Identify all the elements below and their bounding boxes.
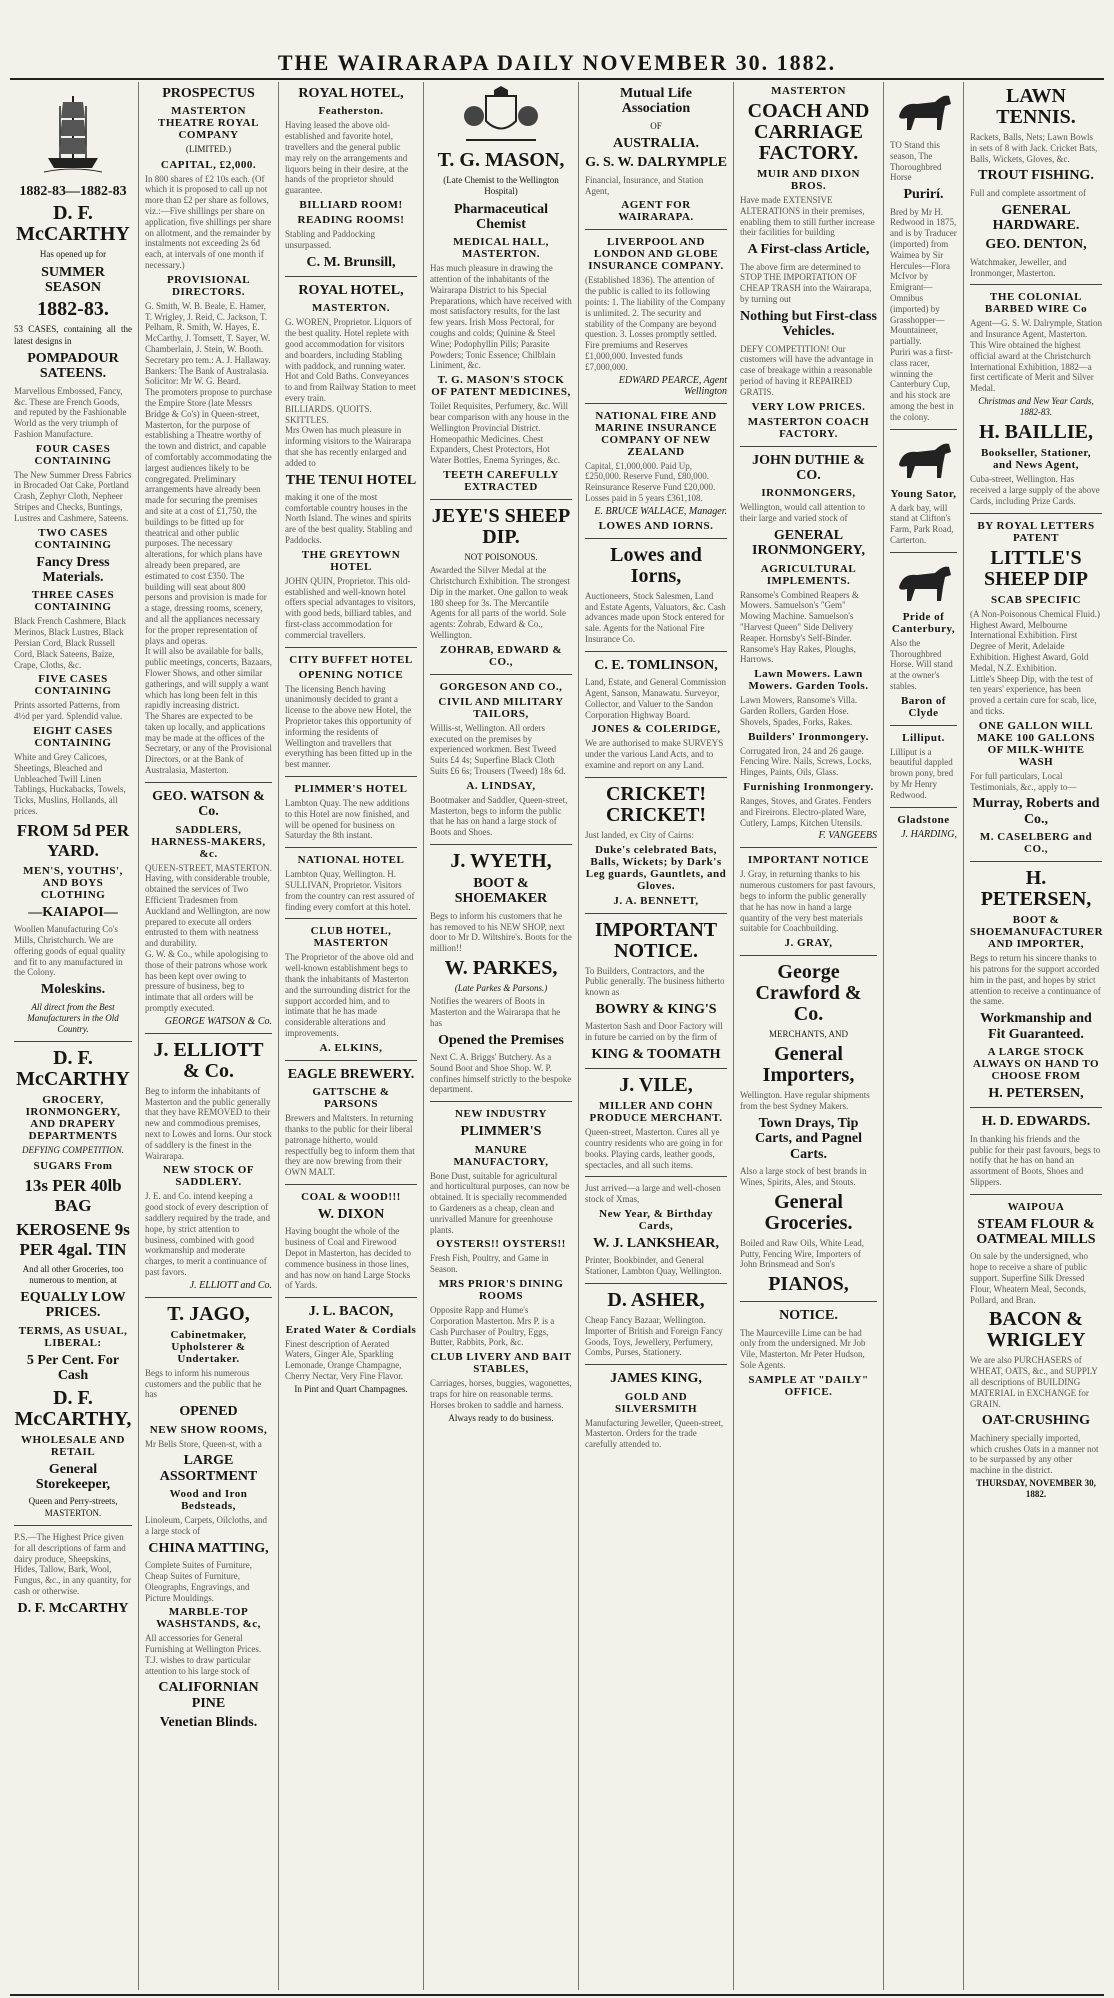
large-stock: A LARGE STOCK ALWAYS ON HAND TO CHOOSE FROM [972,1045,1100,1082]
filler-text: The Proprietor of the above old and well-known establishment begs to thank the inhabitants of Masterton and the surrounding district for the support accorded him, and to intimate that he has made considerable alterations and improvements. [285,952,414,1038]
baron: Baron of Clyde [900,694,947,719]
billiard-room: BILLIARD ROOM! [299,198,403,211]
filler-text: Queen-street, Masterton. Cures all ye country residents who are going in for books. Playing cards, leather goods, spectacles, and all such items. [585,1127,723,1170]
filler-text: We are authorised to make SURVEYS under the various Land Acts, and to examine and report on any Land. [585,738,724,770]
filler-text: Linoleum, Carpets, Oilcloths, and a large stock of [145,1515,267,1536]
james-king: JAMES KING, [610,1371,702,1387]
tomlinson: C. E. TOMLINSON, [594,657,718,673]
ironmongers: IRONMONGERS, [761,487,856,500]
bedsteads-heading: Wood and Iron Bedsteads, [169,1488,248,1513]
bowry-king: BOWRY & KING'S [595,1001,717,1017]
tailors: CIVIL AND MILITARY TAILORS, [438,695,564,720]
factory-name: MASTERTON COACH FACTORY. [747,415,870,440]
lindsay: A. LINDSAY, [466,779,536,792]
gray: J. GRAY, [784,937,833,950]
filler-text: Carriages, horses, buggies, wagonettes, traps for hire on reasonable terms. Horses broken to saddle and harness. [430,1378,572,1410]
gattsche: GATTSCHE & PARSONS [312,1086,390,1111]
town-drays: Town Drays, Tip Carts, and Pagnel Carts. [755,1116,862,1162]
filler-text: Begs to return his sincere thanks to his patrons for the support accorded him in the past, and hopes by strict attention to receive a continuance of the same. [970,953,1101,1007]
filler-text: G. Smith, W. B. Beale, E. Hamer, T. Wrigley, J. Reid, C. Jackson, T. Pelham, R. Smith, W. Hayes, E. McCarthy, J. Tomsett, T. Sayer, W. Chamberlain, J. Stein, W. Booth. [145,300,271,354]
reading-rooms: READING ROOMS! [297,213,405,226]
sateens-heading: POMPADOUR SATEENS. [27,350,119,382]
greytown-hotel: THE GREYTOWN HOTEL [301,548,401,573]
puriri: Purirí. [903,187,944,203]
terms-heading: TERMS, AS USUAL, LIBERAL: [18,1324,128,1349]
cases-text: 53 CASES, containing all the latest designs in [14,324,132,346]
filler-text: Land, Estate, and General Commission Agent, Sanson, Manawatu. Surveyor, Collector, and Valuer to the Sandon Corporation Highway Board. [585,677,726,720]
bookseller: Bookseller, Stationer, and News Agent, [980,447,1092,472]
filler-text: It will also be available for balls, public meetings, concerts, Bazaars, Flower Shows, and other similar gatherings, and will supply a want which has long been felt in this rapidly increasing district. [145,646,272,711]
column-8 [963,82,1108,1990]
opened-text: Has opened up for [39,249,107,260]
filler-text: Have made EXTENSIVE ALTERATIONS in their premises, enabling them to still further increase their facilities for building [740,195,875,238]
lowes-iorns: LOWES AND IORNS. [598,519,714,532]
elliott-heading: J. ELLIOTT & Co. [153,1038,264,1082]
opened-premises: Opened the Premises [438,1032,564,1048]
kerosene-price: KEROSENE 9s PER 4gal. TIN [16,1219,130,1259]
bennett: J. A. BENNETT, [613,894,699,907]
king-toomath: KING & TOOMATH [591,1046,721,1062]
column-3 [278,82,423,1990]
erated-water: Erated Water & Cordials [285,1323,417,1336]
filler-text: Opposite Rapp and Hume's Corporation Masterton. Mrs P. is a Cash Purchaser of Poultry, Eggs, Butter, Rabbits, Pork, &c. [430,1304,555,1348]
low-prices: VERY LOW PRICES. [751,400,866,413]
filler-text: Capital, £1,000,000. Paid Up, £250,000. Reserve Fund, £80,000. Reinsurance Reserve Fund £20,000. Losses paid in 5 years £361,108. [585,460,716,503]
mccarthy-name-2: D. F. McCARTHY [16,1047,130,1091]
jago-heading: T. JAGO, [167,1302,250,1325]
dining-rooms: MRS PRIOR'S DINING ROOMS [438,1277,564,1302]
filler-text: DEFY COMPETITION! Our customers will have the advantage in case of breakage within a reasonable period of having it REPAIRED GRATIS. [740,343,874,397]
filler-text: The New Summer Dress Fabrics in Brocaded Oat Cake, Portland Crash, Zephyr Cloth, Nepheer Stripes and Checks, Buntings, Lustres and Cashmere, Sateens. [14,469,132,523]
oysters: OYSTERS!! OYSTERS!! [436,1238,566,1251]
wyeth-name: J. WYETH, [450,850,552,873]
baillie: H. BAILLIE, [979,421,1093,444]
christmas: Christmas and New Year Cards, 1882-83. [978,395,1094,418]
plimmers: PLIMMER'S [460,1124,542,1140]
xmas-cards: New Year, & Birthday Cards, [599,1208,713,1233]
summer-season: SUMMER SEASON [41,264,105,296]
coach-factory: COACH AND CARRIAGE FACTORY. [747,100,870,164]
brunsill: C. M. Brunsill, [306,254,396,270]
filler-text: Notifies the wearers of Boots in Masterton and the Wairarapa that he has [430,996,561,1028]
filler-text: Ranges, Stoves, and Grates. Fenders and Fireirons. Electro-plated Ware, Cutlery, Lamps, Kitchen Utensils. [740,796,872,828]
new-industry: NEW INDUSTRY [455,1108,547,1121]
column-7 [883,82,963,1990]
filler-text: Awarded the Silver Medal at the Christchurch Exhibition. The strongest Dip in the market. One gallon to weak 180 sheep for 3s. The Mercantile Agents for all parts of the world. Sole agents: Zohrab, Edward & Co., Wellington. [430,565,570,641]
prospectus-heading: PROSPECTUS [162,86,255,101]
clothing-heading: MEN'S, YOUTHS', AND BOYS CLOTHING [23,864,123,901]
nothing-but: Nothing but First-class Vehicles. [740,308,877,340]
pharma-heading: Pharmaceutical Chemist [453,201,549,232]
filler-text: Bootmaker and Saddler, Queen-street, Masterton, begs to inform the public that he has on hand a large stock of Boots and Shoes. [430,794,568,838]
bacon-wrigley: BACON & WRIGLEY [986,1308,1086,1352]
lilliput: Lilliput. [902,731,945,744]
mutual-life: Mutual Life Association [620,86,692,117]
three-cases: THREE CASES CONTAINING [31,589,115,614]
groceries: General Groceries. [764,1190,853,1234]
petersen-2: H. PETERSEN, [988,1085,1084,1101]
mason-name: T. G. MASON, [437,149,565,171]
filler-text: Rackets, Balls, Nets; Lawn Bowls in sets of 8 with Jack. Cricket Bats, Balls, Wickets, Gloves, &c. [970,132,1098,164]
chemist-text: (Late Chemist to the Wellington Hospital) [443,175,559,197]
filler-text: Stabling and Paddocking unsurpassed. [285,228,375,250]
miller-cohn: MILLER AND COHN PRODUCE MERCHANT. [589,1100,723,1125]
column-5: Mutual Life Association OF AUSTRALIA. G. S. W. DALRYMPLE Financial, Insurance, and Station Agent, AGENT FOR WAIRARAPA. LIVERPOOL AND LONDON AND GLOBE INSURANCE COMPANY. (Established 1836). The attention of the public is called to its following points: 1. The liability of the Company is unlimited. 2. The security and stability of the Company are beyond question. 3. Losses promptly settled. Fire premiums and Reserves £1,000,000. Invested funds £7,000,000. EDWARD PEARCE, Agent Wellington NATIONAL FIRE AND MARINE INSURANCE COMPANY OF NEW ZEALAND Capital, £1,000,000. Paid Up, £250,000. Reserve Fund, £80,000. Reinsurance Reserve Fund £20,000. Losses paid in 5 years £361,108. E. BRUCE WALLACE, Manager. LOWES AND IORNS. Lowes and Iorns, Auctioneers, Stock Salesmen, Land and Estate Agents, Valuators, &c. Cash advances made upon Stock entered for sale. Agents for the National Fire Insurance Co. C. E. TOMLINSON, Land, Estate, and General Commission Agent, Sanson, Manawatu. Surveyor, Collector, and Valuer to the Sandon Corporation Highway Board. JONES & COLERIDGE, We are authorised to make SURVEYS under the various Land Acts, and to examine and report on any Land. CRICKET! CRICKET! Just landed, ex City of Cairns: Duke's celebrated Bats, Balls, Wickets; by Dark's Leg guards, Gauntlets, and Gloves. J. A. BENNETT, IMPORTANT NOTICE. To Builders, Contractors, and the Public generally. The business hitherto known as BOWRY & KING'S Masterton Sash and Door Factory will in future be carried on by the firm of KING & TOOMATH J. VILE, MILLER AND COHN PRODUCE MERCHANT. Queen-street, Masterton. Cures all ye country residents who are going in for books. Playing cards, leather goods, spectacles, and all such items. Just arrived—a large and well-chosen stock of Xmas, New Year, & Birthday Cards, W. J. LANKSHEAR, Printer, Bookbinder, and General Stationer, Lambton Quay, Wellington. D. ASHER, Cheap Fancy Bazaar, Wellington. Importer of British and Foreign Fancy Goods, Toys, Jewellery, Perfumery, Combs, Purses, Stationery. JAMES KING, GOLD AND SILVERSMITH Manufacturing Jeweller, Queen-street, Masterton. Orders for the trade carefully attended to. [578,82,733,1990]
filler-text: Secretary pro tem.: A. J. Hallaway. Bankers: The Bank of Australasia. Solicitor: Mr W. G. Beard. [145,354,271,387]
young-sator: Young Sator, [890,487,957,500]
filler-text: Also a large stock of best brands in Wines, Spirits, Ales, and Stouts. [740,1166,867,1188]
barbed-wire: THE COLONIAL BARBED WIRE Co [984,291,1088,316]
goldsmith: GOLD AND SILVERSMITH [614,1390,698,1415]
masthead: THE WAIRARAPA DAILY NOVEMBER 30. 1882. [277,50,837,75]
filler-text: On sale by the undersigned, who hope to receive a share of public support. Superfine Silk Dressed Flour, Wheatern Meal, Seconds, Pollard, and Bran. [970,1251,1088,1305]
filler-text: BILLIARDS. QUOITS. SKITTLES. [285,403,372,425]
crawford: George Crawford & Co. [755,961,862,1026]
assortment-heading: LARGE ASSORTMENT [159,1453,258,1484]
royal-hotel-2: ROYAL HOTEL, [298,282,404,298]
flour-mills: STEAM FLOUR & OATMEAL MILLS [976,1216,1096,1248]
geo-watson: GEO. WATSON & Co. [152,788,265,820]
sugar-price: 13s PER 40lb BAG [24,1175,122,1215]
plimmer-hotel: PLIMMER'S HOTEL [294,783,408,796]
moleskins-heading: Moleskins. [40,982,106,998]
blinds-heading: Venetian Blinds. [159,1715,258,1731]
filler-text: The Maurceville Lime can be had only from the undersigned. Mr Job Vile, Masterton. Mr Peter Hudson, Sole Agents. [740,1327,866,1370]
filler-text: Printer, Bookbinder, and General Stationer, Lambton Quay, Wellington. [585,1255,722,1277]
mccarthy-name: D. F. McCARTHY [16,202,130,246]
horse-icon [891,436,957,482]
filler-text: Machinery specially imported, which crushes Oats in a manner not to be surpassed by any other machine in the district. [970,1432,1099,1476]
grocery-heading: GROCERY, IRONMONGERY, AND DRAPERY DEPARTMENTS [25,1094,121,1143]
filler-text: Just arrived—a large and well-chosen stock of Xmas, [585,1183,721,1205]
eight-cases: EIGHT CASES CONTAINING [33,725,113,750]
duthie: JOHN DUTHIE & CO. [752,452,865,483]
filler-text: Having bought the whole of the business of Coal and Firewood Depot in Masterton, has decided to commence business in those lines, and has now on hand Large Stocks of Yards. [285,1226,411,1291]
muir-dixon: MUIR AND DIXON BROS. [757,168,860,192]
lowes-iorns-2: Lowes and Iorns, [610,543,702,587]
soap-specific: SCAB SPECIFIC [991,593,1081,606]
workmanship: Workmanship and Fit Guaranteed. [980,1011,1092,1042]
club-hotel: CLUB HOTEL, MASTERTON [310,925,392,950]
years-heading: 1882-83—1882-83 [19,184,127,199]
important-notice: IMPORTANT NOTICE. [594,918,718,962]
filler-text: G. WOREN, Proprietor. Liquors of the best quality. Hotel replete with good accommodation for visitors and boarders, including Stabling with paddock, and running water. Hot and Cold Baths. Conveyances to and from Railway Station to meet every train. [285,317,416,403]
column-2: PROSPECTUS MASTERTON THEATRE ROYAL COMPANY (LIMITED.) CAPITAL, £2,000. In 800 shares of £2 10s each. (Of which it is proposed to call up not more than £2 per share as follows, viz.:—Five shillings per share on application, five shillings per share on allotment, and the remainder by instalments not exceeding 2s 6d each, at intervals of one month if necessary.) PROVISIONAL DIRECTORS. G. Smith, W. B. Beale, E. Hamer, T. Wrigley, J. Reid, C. Jackson, T. Pelham, R. Smith, W. Hayes, E. McCarthy, J. Tomsett, T. Sayer, W. Chamberlain, J. Stein, W. Booth. Secretary pro tem.: A. J. Hallaway. Bankers: The Bank of Australasia. Solicitor: Mr W. G. Beard. The promoters propose to purchase the Empire Store (late Messrs Bridge & Co's) in Queen-street, Masterton, for the purpose of establishing a Theatre worthy of the town and district, and capable of comfortably accommodating the largest audiences likely to be congregated. Preliminary arrangements have already been made for securing the premises and site at a cost of £1,750, the buildings to be fitted up for theatrical and other public purposes. The necessary alterations, for which plans have already been prepared, are estimated to cost £350. The building will seat about 800 persons and provision is made for a stage, dressing rooms, scenery, and all the appliances necessary for the proper representation of plays and operas. It will also be available for balls, public meetings, concerts, Bazaars, Flower Shows, and other similar gatherings, and will supply a want which has long been felt in this rapidly increasing district. The Shares are expected to be taken up locally, and applications may be made at the offices of the Secretary, or any of the Provisional Directors, or at the Bank of Australasia, Masterton. GEO. WATSON & Co. SADDLERS, HARNESS-MAKERS, &c. QUEEN-STREET, MASTERTON. Having, with considerable trouble, obtained the services of Two Efficient Tradesmen from Auckland and Wellington, are now prepared to execute all orders entrusted to them with neatness and durability. G. W. & Co., while apologising to those of their patrons whose work has been kept over owing to pressure of business, beg to intimate that all orders will be promptly executed. GEORGE WATSON & Co. J. ELLIOTT & Co. Beg to inform the inhabitants of Masterton and the public generally that they have REMOVED to their new and commodious premises, next to Lowes and Iorns. Our stock of saddlery is the finest in the Wairarapa. NEW STOCK OF SADDLERY. J. E. and Co. intend keeping a good stock of every description of saddlery required by the trade, and hope, by strict attention to business, combined with good workmanship and moderate charges, to merit a continuance of past favors. J. ELLIOTT and Co. T. JAGO, Cabinetmaker, Upholsterer & Undertaker. Begs to inform his numerous customers and the public that he has OPENED NEW SHOW ROOMS, Mr Bells Store, Queen-st, with a LARGE ASSORTMENT Wood and Iron Bedsteads, Linoleum, Carpets, Oilcloths, and a large stock of CHINA MATTING, Complete Suites of Furniture, Cheap Suites of Furniture, Oleographs, Engravings, and Picture Mouldings. MARBLE-TOP WASHSTANDS, &c, All accessories for General Furnishing at Wellington Prices. T.J. wishes to draw particular attention to his large stock of CALIFORNIAN PINE Venetian Blinds. [138,82,278,1990]
filler-text: Having leased the above old-established and favorite hotel, travellers and the general public may rely on the arrangements and liquors being in their desire, at the hands of the proprietor should guarantee. [285,120,409,196]
furnishing: Furnishing Ironmongery. [743,781,874,794]
filler-text: Financial, Insurance, and Station Agent, [585,174,704,196]
equally-low: EQUALLY LOW PRICES. [20,1290,126,1321]
filler-text: Wellington, would call attention to their large and varied stock of [740,502,866,524]
australia: AUSTRALIA. [613,136,699,152]
national-hotel: NATIONAL HOTEL [297,854,405,867]
bacon: J. L. BACON, [308,1304,394,1320]
filler-text: Also the Thoroughbred Horse. Will stand at the owner's stables. [890,637,953,691]
filler-text: Full and complete assortment of [970,187,1086,198]
filler-text: Lambton Quay, Wellington. H. SULLIVAN, Proprietor. Visitors from the country can rest assured of finding every comfort at this hotel. [285,869,415,912]
filler-text: making it one of the most comfortable country houses in the North Island. The wines and spirits are of the best quality. Stabling and Paddocks. [285,491,413,546]
wholesale-heading: WHOLESALE AND RETAIL [21,1433,125,1458]
coach-masterton: MASTERTON [771,85,846,97]
filler-text: Bone Dust, suitable for agricultural and horticultural purposes, can now be obtained. It is specially recommended to Gardeners as a cheap, clean and unrivalled Manure for greenhouse plants. [430,1170,570,1235]
filler-text: All accessories for General Furnishing at Wellington Prices. T.J. wishes to draw particular attention to his large stock of [145,1633,262,1676]
storekeeper-heading: General Storekeeper, [35,1461,111,1493]
filler-text: We are also PURCHASERS of WHEAT, OATS, &c., and SUPPLY all descriptions of BUILDING MATERIAL in EXCHANGE for GRAIN. [970,1355,1098,1409]
stand-text: TO Stand this season, The Thoroughbred Horse [890,140,942,183]
filler-text: J. Gray, in returning thanks to his numerous customers for past favours, begs to inform the public generally that he has now in hand a large quantity of the very best materials suitable for Coachbuilding. [740,869,876,934]
filler-text: Has much pleasure in drawing the attention of the inhabitants of the Wairarapa District to his Special Preparations, which have received with most satisfactory results, for the last few years. Irish Moss Pectoral, for coughs and colds; Quinine & Steel Wine; Podophyllin Pills; Parasite Powders; Tonic Essence; Chilblain Liniment, &c. [430,263,572,371]
goodson: GORGESON AND CO., [439,680,563,693]
filler-text: The licensing Bench having unanimously decided to grant a license to the above new Hotel, the Proprietor takes this opportunity of informing the residents of Wellington and travellers that everything has been fitted up in the best manner. [285,683,412,770]
notice-2: NOTICE. [779,1308,838,1324]
address-text: Queen and Perry-streets, MASTERTON. [28,1496,118,1518]
filler-text: Lawn Mowers, Ransome's Villa. Garden Rollers, Garden Hose. Shovels, Spades, Forks, Rakes. [740,695,858,727]
filler-text: Puriri was a first-class racer, winning the Canterbury Cup, and his stock are among the best in the colony. [890,346,954,422]
little-dip: LITTLE'S SHEEP DIP [984,546,1088,590]
ship-icon [38,88,108,178]
agricultural: AGRICULTURAL IMPLEMENTS. [760,562,857,587]
filler-text: Wellington. Have regular shipments from the best Sydney Makers. [740,1090,870,1112]
cash-discount: 5 Per Cent. For Cash [26,1352,120,1384]
top-rule [10,78,1104,80]
city-buffet: CITY BUFFET HOTEL [289,653,413,666]
five-cases: FIVE CASES CONTAINING [34,673,112,698]
liverpool: LIVERPOOL AND LONDON AND GLOBE INSURANCE COMPANY. [588,236,724,273]
national-insurance: NATIONAL FIRE AND MARINE INSURANCE COMPANY OF NEW ZEALAND [595,409,717,458]
filler-text: Begs to inform his customers that he has removed to his NEW SHOP, next door to Mr D. Wiltshire's. Boots for the million!! [430,910,572,954]
filler-text: White and Grey Calicoes, Sheetings, Bleached and Unbleached Twill Linen Tablings, Huckabacks, Towels, Ticks, Muslins, Hollands, all prices. [14,752,126,817]
caselberg: M. CASELBERG and CO., [979,831,1093,856]
tenui-hotel: THE TENUI HOTEL [285,472,417,488]
horse-icon [891,88,957,134]
filler-text: Beg to inform the inhabitants of Masterton and the public generally that they have REMOVED to their new and commodious premises, next to Lowes and Iorns. Our stock of saddlery is the finest in the Wairarapa. [145,1085,272,1161]
horse-icon [891,559,957,605]
royal-masterton: MASTERTON. [311,302,391,315]
cricket: CRICKET! CRICKET! [605,782,706,826]
builders: Builders' Ironmongery. [748,730,869,743]
zohrab: ZOHRAB, EDWARD & CO., [440,643,562,668]
filler-text: Marvellous Embossed, Fancy, &c. These are French Goods, and reputed by the Fashionable World as the very triumph of Fashion Manufacture. [14,385,127,439]
bootmaker: BOOT & SHOEMANUFACTURER AND IMPORTER, [970,914,1104,951]
bottom-rule [10,1994,1104,1996]
capital-text: CAPITAL, £2,000. [160,158,257,171]
new-stock: NEW STOCK OF SADDLERY. [162,1164,255,1189]
one-gallon: ONE GALLON WILL MAKE 100 GALLONS OF MILK-WHITE WASH [976,719,1095,768]
asher: D. ASHER, [607,1289,705,1312]
filler-text: Begs to inform his numerous customers and the public that he has [145,1367,262,1400]
lankshear: W. J. LANKSHEAR, [593,1236,719,1252]
filler-text: In thanking his friends and the public for their past favours, begs to notify that he has on hand an assortment of Boots, Shoes and Slippers. [970,1133,1101,1187]
filler-text: Woollen Manufacturing Co's Mills, Christchurch. We are offering goods of equal quality and fit to any manufactured in the Colony. [14,924,126,978]
lawn-mowers: Lawn Mowers. Lawn Mowers. Garden Tools. [748,668,869,693]
store-heading: T. G. MASON'S STOCK OF PATENT MEDICINES, [431,374,571,399]
sample: SAMPLE AT "DAILY" OFFICE. [748,1373,869,1398]
filler-text: Finest description of Aerated Waters, Ginger Ale, Sparkling Lemonade, Orange Champagne, Cherry Nectar, Very Fine Flavor. [285,1338,403,1381]
theatre-company: MASTERTON THEATRE ROYAL COMPANY [158,105,259,142]
filler-text: The Shares are expected to be taken up locally, and applications may be made at the offices of the Secretary, or any of the Provisional Directors, or at the Bank of Australasia, Masterton. [145,711,272,776]
filler-text: A dark bay, will stand at Clifton's Farm, Park Road, Carterton. [890,502,954,545]
filler-text: Lambton Quay. The new additions to this Hotel are now finished, and will be opened for business on Saturday the 8th instant. [285,798,410,841]
always-ready: Always ready to do business. [448,1412,554,1423]
filler-text: Mrs Owen has much pleasure in informing visitors to the Wairarapa that she has recently enlarged and added to [285,425,412,468]
bats-text: Duke's celebrated Bats, Balls, Wickets; by Dark's Leg guards, Gauntlets, and Gloves. [585,843,727,892]
four-cases: FOUR CASES CONTAINING [34,442,112,467]
vile: J. VILE, [619,1074,693,1097]
filler-text: Lilliput is a beautiful dappled brown pony, bred by Mr Henry Redwood. [890,746,954,800]
featherston: Featherston. [318,105,384,118]
filler-text: (A Non-Poisonous Chemical Fluid.) Highest Award, Melbourne International Exhibition. First Degree of Merit, Adelaide Exhibition. Highest Award, Gold Medal, N.Z. Exhibition. [970,608,1100,673]
filler-text: Boiled and Raw Oils, White Lead, Putty, Fencing Wire, Importers of John Brinsmead and Son's [740,1237,865,1270]
elkins: A. ELKINS, [319,1041,383,1054]
manure: MANURE MANUFACTORY, [453,1143,549,1168]
filler-text: Just landed, ex City of Cairns: [585,829,694,840]
footer-date: THURSDAY, NOVEMBER 30, 1882. [976,1478,1096,1500]
lawn-tennis: LAWN TENNIS. [996,85,1076,128]
californian-heading: CALIFORNIAN PINE [158,1680,259,1711]
gladstone: Gladstone [897,813,950,826]
filler-text: Little's Sheep Dip, with the test of ten years' experience, has been proved a certain cure for scab, lice, and ticks. [970,673,1097,716]
china-heading: CHINA MATTING, [148,1540,269,1556]
from-price: FROM 5d PER YARD. [16,820,130,860]
coal-wood: COAL & WOOD!!! [301,1190,401,1203]
column-1 [8,82,138,1990]
filler-text: Auctioneers, Stock Salesmen, Land and Estate Agents, Valuators, &c. Cash advances made upon Stock entered for sale. Agents for the National Fire Insurance Co. [585,590,726,644]
column-4: T. G. MASON, (Late Chemist to the Wellington Hospital) Pharmaceutical Chemist MEDICAL HALL, MASTERTON. Has much pleasure in drawing the attention of the inhabitants of the Wairarapa District to his Special Preparations, which have received with most satisfactory results, for the last few years. Irish Moss Pectoral, for coughs and colds; Quinine & Steel Wine; Podophyllin Pills; Parasite Powders; Tonic Essence; Chilblain Liniment, &c. T. G. MASON'S STOCK OF PATENT MEDICINES, Toilet Requisites, Perfumery, &c. Will bear comparison with any house in the Wellington Provincial District. Homeopathic Medicines. Chest Expanders, Chest Protectors, Hot Water Bottles, Enema Syringes, &c. TEETH CAREFULLY EXTRACTED JEYE'S SHEEP DIP. NOT POISONOUS. Awarded the Silver Medal at the Christchurch Exhibition. The strongest Dip in the market. One gallon to weak 180 sheep for 3s. The Mercantile Agents for all parts of the world. Sole agents: Zohrab, Edward & Co., Wellington. ZOHRAB, EDWARD & CO., GORGESON AND CO., CIVIL AND MILITARY TAILORS, Willis-st, Wellington. All orders executed on the premises by experienced workmen. Best Tweed Suits £4 4s; Superfine Black Cloth Suits £6 6s; Trousers (Tweed) 18s 6d. A. LINDSAY, Bootmaker and Saddler, Queen-street, Masterton, begs to inform the public that he has on hand a large stock of Boots and Shoes. J. WYETH, BOOT & SHOEMAKER Begs to inform his customers that he has removed to his NEW SHOP, next door to Mr D. Wiltshire's. Boots for the million!! W. PARKES, (Late Parkes & Parsons.) Notifies the wearers of Boots in Masterton and the Wairarapa that he has Opened the Premises Next C. A. Briggs' Butchery. As a Sound Boot and Shoe Shop. W. P. confines himself strictly to the bespoke department. NEW INDUSTRY PLIMMER'S MANURE MANUFACTORY, Bone Dust, suitable for agricultural and horticultural purposes, can now be obtained. It is specially recommended to Gardeners as a cheap, clean and unrivalled Manure for greenhouse plants. OYSTERS!! OYSTERS!! Fresh Fish, Poultry, and Game in Season. MRS PRIOR'S DINING ROOMS Opposite Rapp and Hume's Corporation Masterton. Mrs P. is a Cash Purchaser of Poultry, Eggs, Butter, Rabbits, Pork, &c. CLUB LIVERY AND BAIT STABLES, Carriages, horses, buggies, wagonettes, traps for hire on reasonable terms. Horses broken to saddle and harness. Always ready to do business. [423,82,578,1990]
filler-text: Watchmaker, Jeweller, and Ironmonger, Masterton. [970,256,1067,278]
edwards: H. D. EDWARDS. [981,1114,1091,1130]
saddlers-heading: SADDLERS, HARNESS-MAKERS, &c. [151,823,266,860]
filler-text: Toilet Requisites, Perfumery, &c. Will bear comparison with any house in the Wellington Provincial District. Homeopathic Medicines. Chest Expanders, Chest Protectors, Hot Water Bottles, Enema Syringes, &c. [430,401,569,466]
filler-text: Black French Cashmere, Black Merinos, Black Lustres, Black Persian Cord, Black Russell Cord, Black Sateens, Baize, Crape, Cloths, &c. [14,616,126,670]
oat-crushing: OAT-CRUSHING [981,1413,1091,1429]
filler-text: Ransome's Combined Reapers & Mowers. Samuelson's "Gem" Mowing Machine. Samuelson's "Harvest Queen" Side Delivery Reaper. Hornsby's Self-Binder. Ransome's Hay Rakes, Ploughs, Harrows. [740,589,859,665]
filler-text: To Builders, Contractors, and the Public generally. The business hitherto known as [585,965,725,998]
filler-text: Willis-st, Wellington. All orders executed on the premises by experienced workmen. Best Tweed Suits £4 4s; Superfine Black Cloth Suits £6 6s; Trousers (Tweed) 18s 6d. [430,722,566,777]
filler-text: Corrugated Iron, 24 and 26 gauge. Fencing Wire. Nails, Screws, Locks, Hinges, Paints, Oils, Glass. [740,745,872,778]
parkes-name: W. PARKES, [444,957,558,979]
kaiapoi-heading: —KAIAPOI— [28,904,118,920]
filler-text: (Established 1836). The attention of the public is called to its following points: 1. The liability of the Company is unlimited. 2. The security and stability of the Company are beyond question. 3. Losses promptly settled. Fire premiums and Reserves £1,000,000. Invested funds £7,000,000. [585,275,726,372]
filler-text: Bred by Mr H. Redwood in 1875, and is by Traducer (imported) from Waimea by Sir Hercules—Flora McIvor by Emigrant—Omnibus (imported) by Grasshopper—Mountaineer, partially. [890,206,957,347]
filler-text: G. W. & Co., while apologising to those of their patrons whose work has been kept over owing to pressure of business, beg to intimate that all orders will be promptly executed. [145,949,269,1014]
mccarthy-name-4: D. F. McCARTHY [17,1600,129,1616]
filler-text: The above firm are determined to STOP THE IMPORTATION OF CHEAP TRASH into the Wairarapa, by turning out [740,261,872,304]
merchants: MERCHANTS, AND [768,1029,848,1040]
agent-wairarapa: AGENT FOR WAIRARAPA. [618,199,694,224]
filler-text: Cheap Fancy Bazaar, Wellington. Importer of British and Foreign Fancy Goods, Toys, Jewellery, Perfumery, Combs, Purses, Stationery. [585,1315,723,1358]
filler-text: Agent—G. S. W. Dalrymple, Station and Insurance Agent, Masterton. This Wire obtained the highest official award at the Christchurch International Exhibition, 1882—a first certificate of Merit and Silver Medal. [970,318,1102,394]
filler-text: JOHN QUIN, Proprietor. This old-established and well-known hotel offers special advantages to visitors, with good beds, billiard tables, and first-class accommodation for commercial travellers. [285,575,416,640]
cabinet-heading: Cabinetmaker, Upholsterer & Undertaker. [170,1328,247,1365]
royal-arms-icon [456,86,546,146]
pride: Pride of Canterbury, [891,610,956,635]
of-text: OF [650,120,662,131]
dixon: W. DIXON [317,1206,385,1222]
harding: J. HARDING, [901,828,957,840]
champagne-text: In Pint and Quart Champagnes. [294,1383,408,1394]
filler-text: Fresh Fish, Poultry, and Game in Season. [430,1253,549,1275]
eagle-brewery: EAGLE BREWERY. [287,1066,415,1082]
filler-text: Cuba-street, Wellington. Has received a large supply of the above Cards, including Prize Cards. [970,474,1100,507]
first-class: A First-class Article, [747,242,870,258]
vangeebs: F. VANGEEBS [818,830,877,842]
sugar-label: SUGARS From [33,1159,113,1172]
royal-hotel: ROYAL HOTEL, [298,86,404,101]
denton: GEO. DENTON, [985,237,1087,253]
jeyes-heading: JEYE'S SHEEP DIP. [431,505,571,549]
limited-text: (LIMITED.) [185,144,232,155]
direct-text: All direct from the Best Manufacturers in the Old Country. [27,1001,119,1035]
trout-fishing: TROUT FISHING. [978,168,1094,184]
boot-heading: BOOT & SHOEMAKER [454,876,548,907]
defying-text: DEFYING COMPETITION. [21,1145,124,1156]
murray: Murray, Roberts and Co., [972,796,1100,827]
filler-text: The promoters propose to purchase the Empire Store (late Messrs Bridge & Co's) in Queen-street, Masterton, for the purpose of establishing a Theatre worthy of the town and district, and capable of comfortably accommodating the largest audiences likely to be congregated. Preliminary arrangements have already been made for securing the premises and site at a cost of £1,750, the buildings to be fitted up for theatrical and other public purposes. The necessary alterations, for which plans have already been prepared, are estimated to cost £350. The building will seat about 800 persons and provision is made for a stage, dressing rooms, scenery, and all the appliances necessary for the proper representation of plays and operas. [145,387,272,646]
two-cases: TWO CASES CONTAINING [34,526,112,551]
filler-text: Manufacturing Jeweller, Queen-street, Masterton. Orders for the trade carefully attended to. [585,1417,724,1450]
filler-text: Brewers and Maltsters. In returning thanks to the public for their liberal patronage hitherto, would respectfully beg to inform them that they are now brewing from their OWN MALT. [285,1113,415,1178]
royal-letters: BY ROYAL LETTERS PATENT [977,519,1095,544]
hardware: GENERAL HARDWARE. [992,202,1080,233]
dalrymple: G. S. W. DALRYMPLE [585,155,727,171]
medical-hall: MEDICAL HALL, MASTERTON. [453,236,549,261]
filler-text: Complete Suites of Furniture, Cheap Suites of Furniture, Oleographs, Engravings, and Picture Mouldings. [145,1560,252,1603]
nonpoison: NOT POISONOUS. [464,552,538,563]
general-ironmongery: GENERAL IRONMONGERY, [752,527,865,559]
filler-text: Masterton Sash and Door Factory will in future be carried on by the firm of [585,1021,723,1043]
opening-notice: OPENING NOTICE [298,668,404,681]
pianos: PIANOS, [768,1273,849,1296]
filler-text: QUEEN-STREET, MASTERTON. Having, with considerable trouble, obtained the services of Two Efficient Tradesmen from Auckland and Wellington, are now prepared to execute all orders entrusted to them with neatness and durability. [145,862,272,949]
waipoua: WAIPOUA [1007,1200,1065,1213]
filler-text: Mr Bells Store, Queen-st, with a [145,1438,262,1449]
livery: CLUB LIVERY AND BAIT STABLES, [430,1351,572,1376]
filler-text: For full particulars, Local Testimonials, &c., apply to— [970,770,1077,792]
general-importers: General Importers, [762,1043,855,1087]
column-6 [733,82,883,1990]
mccarthy-name-3: D. F. McCARTHY, [14,1386,132,1430]
opened-heading: OPENED [179,1404,238,1420]
filler-text: Prints assorted Patterns, from 4½d per yard. Splendid value. [14,700,123,722]
showrooms-heading: NEW SHOW ROOMS, [149,1423,268,1436]
season-year: 1882-83. [37,298,109,321]
filler-text: P.S.—The Highest Price given for all descriptions of farm and dairy produce, Sheepskins, Hides, Tallow, Bark, Wool, Fungus, &c., in any quantity, for cash or otherwise. [14,1531,132,1596]
petersen: H. PETERSEN, [980,867,1092,911]
jones-coleridge: JONES & COLERIDGE, [591,723,721,736]
filler-text: J. E. and Co. intend keeping a good stock of every description of saddlery required by the trade, and hope, by strict attention to business, combined with good workmanship and moderate charges, to merit a continuance of past favors. [145,1191,270,1277]
washstands-heading: MARBLE-TOP WASHSTANDS, &c, [156,1606,261,1631]
fancy-dress: Fancy Dress Materials. [36,554,110,586]
other-groceries: And all other Groceries, too numerous to mention, at [22,1263,124,1285]
filler-text: Next C. A. Briggs' Butchery. As a Sound Boot and Shoe Shop. W. P. confines himself strictly to the bespoke department. [430,1052,572,1095]
filler-text: In 800 shares of £2 10s each. (Of which it is proposed to call up not more than £2 per share as follows, viz.:—Five shillings per share on application, five shillings per share on allotment, and the remainder by instalments not exceeding 2s 6d each, at intervals of one month if necessary.) [145,173,272,271]
notice: IMPORTANT NOTICE [747,854,870,867]
directors-heading: PROVISIONAL DIRECTORS. [166,273,251,298]
teeth-heading: TEETH CAREFULLY EXTRACTED [443,469,559,494]
